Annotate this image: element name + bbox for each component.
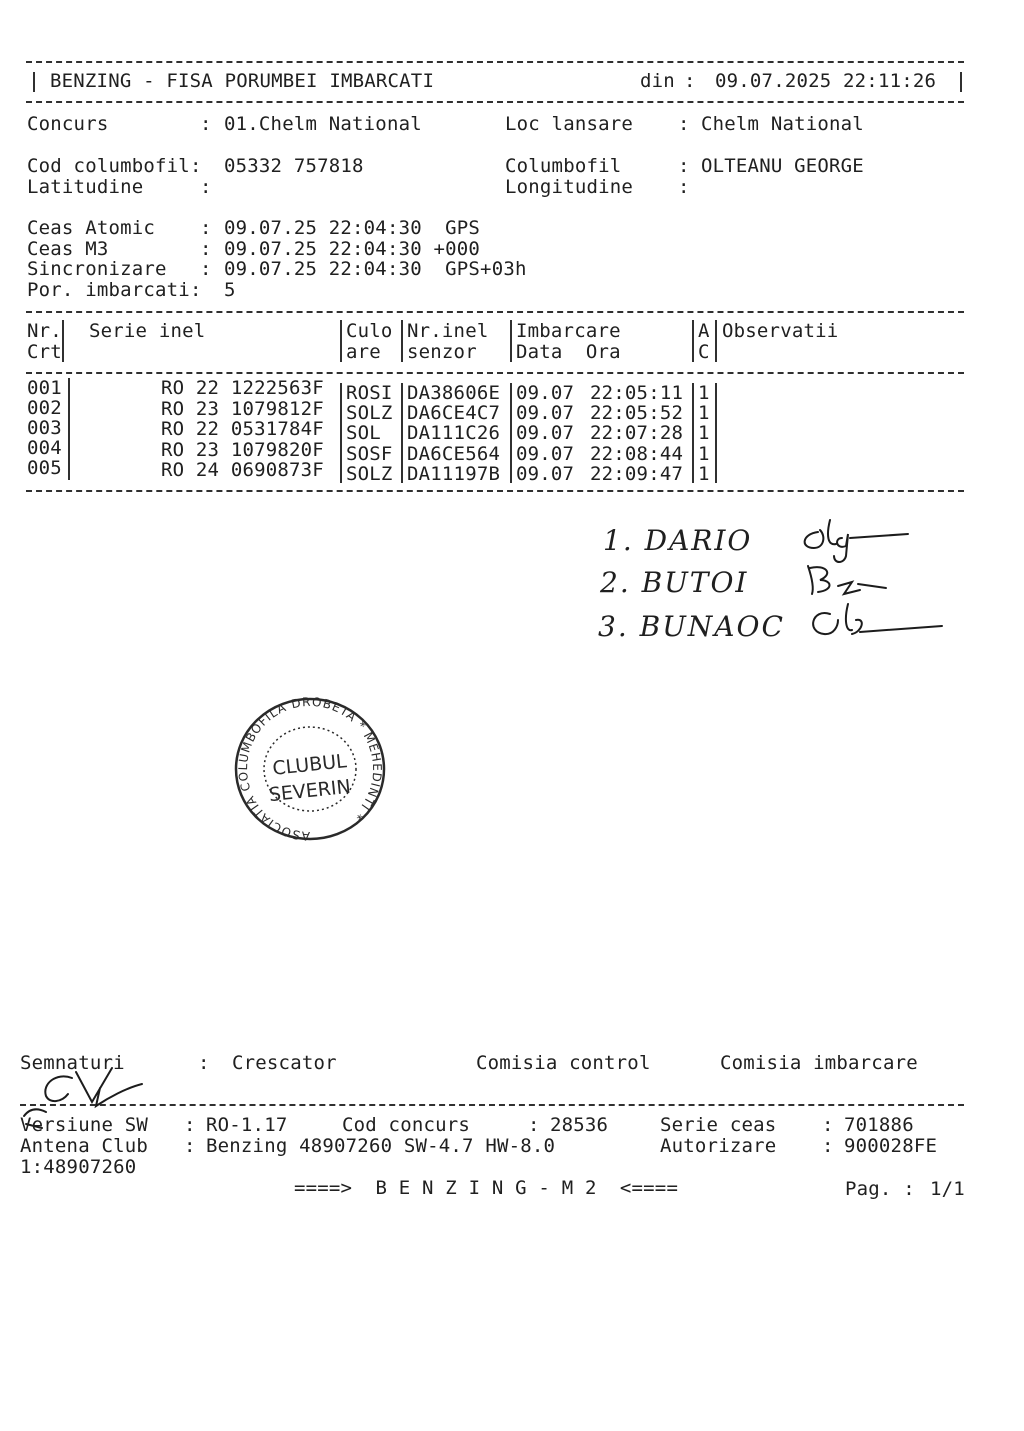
row-nr: 005: [27, 457, 62, 479]
ceas-atomic-colon: :: [200, 217, 212, 239]
versiune-colon: :: [184, 1114, 196, 1136]
handwritten-line-2: 2. BUTOI: [600, 566, 749, 599]
row-serie: RO 22 1222563F: [161, 377, 324, 399]
document-title: BENZING - FISA PORUMBEI IMBARCATI: [50, 70, 435, 92]
body-sep-2: [340, 383, 342, 483]
comisia-imbarcare-label: Comisia imbarcare: [720, 1052, 918, 1074]
latitudine-colon: :: [200, 176, 212, 198]
divider-table-top: [26, 311, 964, 313]
ceas-m3-colon: :: [200, 238, 212, 260]
serie-ceas-colon: :: [822, 1114, 834, 1136]
serie-ceas-value: 701886: [844, 1114, 914, 1136]
row-ora: 22:05:52: [590, 402, 684, 424]
col-header-senzor-2: senzor: [407, 341, 477, 363]
row-ac: 1: [698, 402, 710, 424]
col-header-culoare-1: Culo: [346, 320, 393, 342]
divider-top: [26, 61, 964, 63]
cod-concurs-colon: :: [528, 1114, 540, 1136]
handwritten-initials-signatures: [790, 508, 950, 648]
row-serie: RO 23 1079820F: [161, 439, 324, 461]
ceas-m3-label: Ceas M3: [27, 238, 109, 260]
body-sep-4: [510, 383, 512, 483]
row-nr: 002: [27, 397, 62, 419]
row-senzor: DA6CE564: [407, 443, 501, 465]
cod-concurs-value: 28536: [550, 1114, 609, 1136]
row-data: 09.07: [516, 402, 575, 424]
semnaturi-label: Semnaturi: [20, 1052, 125, 1074]
club-stamp: [226, 697, 394, 847]
header-sep-2: [340, 320, 342, 362]
semnaturi-colon: :: [198, 1052, 210, 1074]
row-data: 09.07: [516, 382, 575, 404]
loc-lansare-value: Chelm National: [701, 113, 864, 135]
autorizare-label: Autorizare: [660, 1135, 777, 1157]
porumbei-imbarcati-label: Por. imbarcati:: [27, 279, 202, 301]
loc-lansare-label: Loc lansare: [505, 113, 634, 135]
ceas-atomic-value: 09.07.25 22:04:30 GPS: [224, 217, 481, 239]
col-header-senzor-1: Nr.inel: [407, 320, 489, 342]
row-ora: 22:09:47: [590, 463, 684, 485]
col-header-ac-1: A: [698, 320, 710, 342]
serie-ceas-label: Serie ceas: [660, 1114, 777, 1136]
concurs-label: Concurs: [27, 113, 109, 135]
antena-id: 1:48907260: [20, 1156, 137, 1178]
row-ac: 1: [698, 463, 710, 485]
col-header-nr: Nr.: [27, 320, 62, 342]
row-ora: 22:07:28: [590, 422, 684, 444]
cod-columbofil-value: 05332 757818: [224, 155, 364, 177]
header-sep-6: [715, 320, 717, 362]
body-sep-3: [401, 383, 403, 483]
columbofil-label: Columbofil: [505, 155, 622, 177]
header-sep-4: [510, 320, 512, 362]
page-number: 1/1: [930, 1178, 965, 1200]
row-culoare: ROSI: [346, 382, 393, 404]
versiune-sw-label: Versiune SW: [20, 1114, 149, 1136]
ceas-m3-value: 09.07.25 22:04:30 +000: [224, 238, 481, 260]
longitudine-colon: :: [678, 176, 690, 198]
col-header-culoare-2: are: [346, 341, 381, 363]
latitudine-label: Latitudine: [27, 176, 144, 198]
divider-footer: [20, 1104, 964, 1106]
cod-concurs-label: Cod concurs: [342, 1114, 471, 1136]
row-nr: 004: [27, 437, 62, 459]
body-sep-6: [715, 383, 717, 483]
columbofil-value: OLTEANU GEORGE: [701, 155, 864, 177]
header-sep-3: [401, 320, 403, 362]
row-ac: 1: [698, 382, 710, 404]
row-ora: 22:05:11: [590, 382, 684, 404]
header-right-bar: [960, 72, 962, 92]
row-ora: 22:08:44: [590, 443, 684, 465]
crescator-label: Crescator: [232, 1052, 337, 1074]
row-culoare: SOLZ: [346, 402, 393, 424]
comisia-control-label: Comisia control: [476, 1052, 651, 1074]
row-senzor: DA111C26: [407, 422, 501, 444]
row-data: 09.07: [516, 422, 575, 444]
row-culoare: SOL: [346, 422, 381, 444]
row-serie: RO 22 0531784F: [161, 418, 324, 440]
header-left-bar: [33, 72, 35, 92]
handwritten-line-1: 1. DARIO: [603, 524, 753, 557]
header-sep-1: [62, 320, 64, 362]
divider-header: [26, 101, 964, 103]
row-data: 09.07: [516, 443, 575, 465]
stamp-center-line-1: CLUBUL: [271, 750, 348, 780]
divider-table-header: [26, 372, 964, 374]
sincronizare-value: 09.07.25 22:04:30 GPS+03h: [224, 258, 527, 280]
row-culoare: SOSF: [346, 443, 393, 465]
body-sep-1: [68, 378, 70, 480]
longitudine-label: Longitudine: [505, 176, 634, 198]
sincronizare-label: Sincronizare: [27, 258, 167, 280]
row-culoare: SOLZ: [346, 463, 393, 485]
date-value: 09.07.2025 22:11:26: [715, 70, 937, 92]
columbofil-colon: :: [678, 155, 690, 177]
concurs-colon: :: [200, 113, 212, 135]
antena-colon: :: [184, 1135, 196, 1157]
divider-table-bottom: [26, 490, 964, 492]
porumbei-imbarcati-value: 5: [224, 279, 236, 301]
cod-columbofil-label: Cod columbofil:: [27, 155, 202, 177]
col-header-data-ora: Data Ora: [516, 341, 621, 363]
row-nr: 003: [27, 417, 62, 439]
row-ac: 1: [698, 422, 710, 444]
row-ac: 1: [698, 443, 710, 465]
body-sep-5: [692, 383, 694, 483]
row-data: 09.07: [516, 463, 575, 485]
handwritten-line-3: 3. BUNAOC: [598, 610, 785, 643]
antena-club-label: Antena Club: [20, 1135, 149, 1157]
stamp-center-line-2: SEVERIN: [267, 775, 352, 807]
col-header-crt: Crt: [27, 341, 62, 363]
col-header-ac-2: C: [698, 341, 710, 363]
row-senzor: DA6CE4C7: [407, 402, 501, 424]
autorizare-colon: :: [822, 1135, 834, 1157]
col-header-observatii: Observatii: [722, 320, 839, 342]
concurs-value: 01.Chelm National: [224, 113, 422, 135]
versiune-sw-value: RO-1.17: [206, 1114, 288, 1136]
date-colon: :: [684, 70, 696, 92]
brand-line: ====> B E N Z I N G - M 2 <====: [294, 1177, 679, 1199]
col-header-serie-inel: Serie inel: [89, 320, 206, 342]
row-senzor: DA11197B: [407, 463, 501, 485]
row-senzor: DA38606E: [407, 382, 501, 404]
row-nr: 001: [27, 377, 62, 399]
date-label: din: [640, 70, 675, 92]
sincronizare-colon: :: [200, 258, 212, 280]
header-sep-5: [692, 320, 694, 362]
stamp-ring-text: ASOCIATIA COLUMBOFILA DROBETA * MEHEDINTI *: [235, 697, 385, 844]
autorizare-value: 900028FE: [844, 1135, 938, 1157]
loc-colon: :: [678, 113, 690, 135]
page-label: Pag. :: [845, 1178, 915, 1200]
col-header-imbarcare: Imbarcare: [516, 320, 621, 342]
antena-club-value: Benzing 48907260 SW-4.7 HW-8.0: [206, 1135, 556, 1157]
row-serie: RO 24 0690873F: [161, 459, 324, 481]
ceas-atomic-label: Ceas Atomic: [27, 217, 156, 239]
row-serie: RO 23 1079812F: [161, 398, 324, 420]
